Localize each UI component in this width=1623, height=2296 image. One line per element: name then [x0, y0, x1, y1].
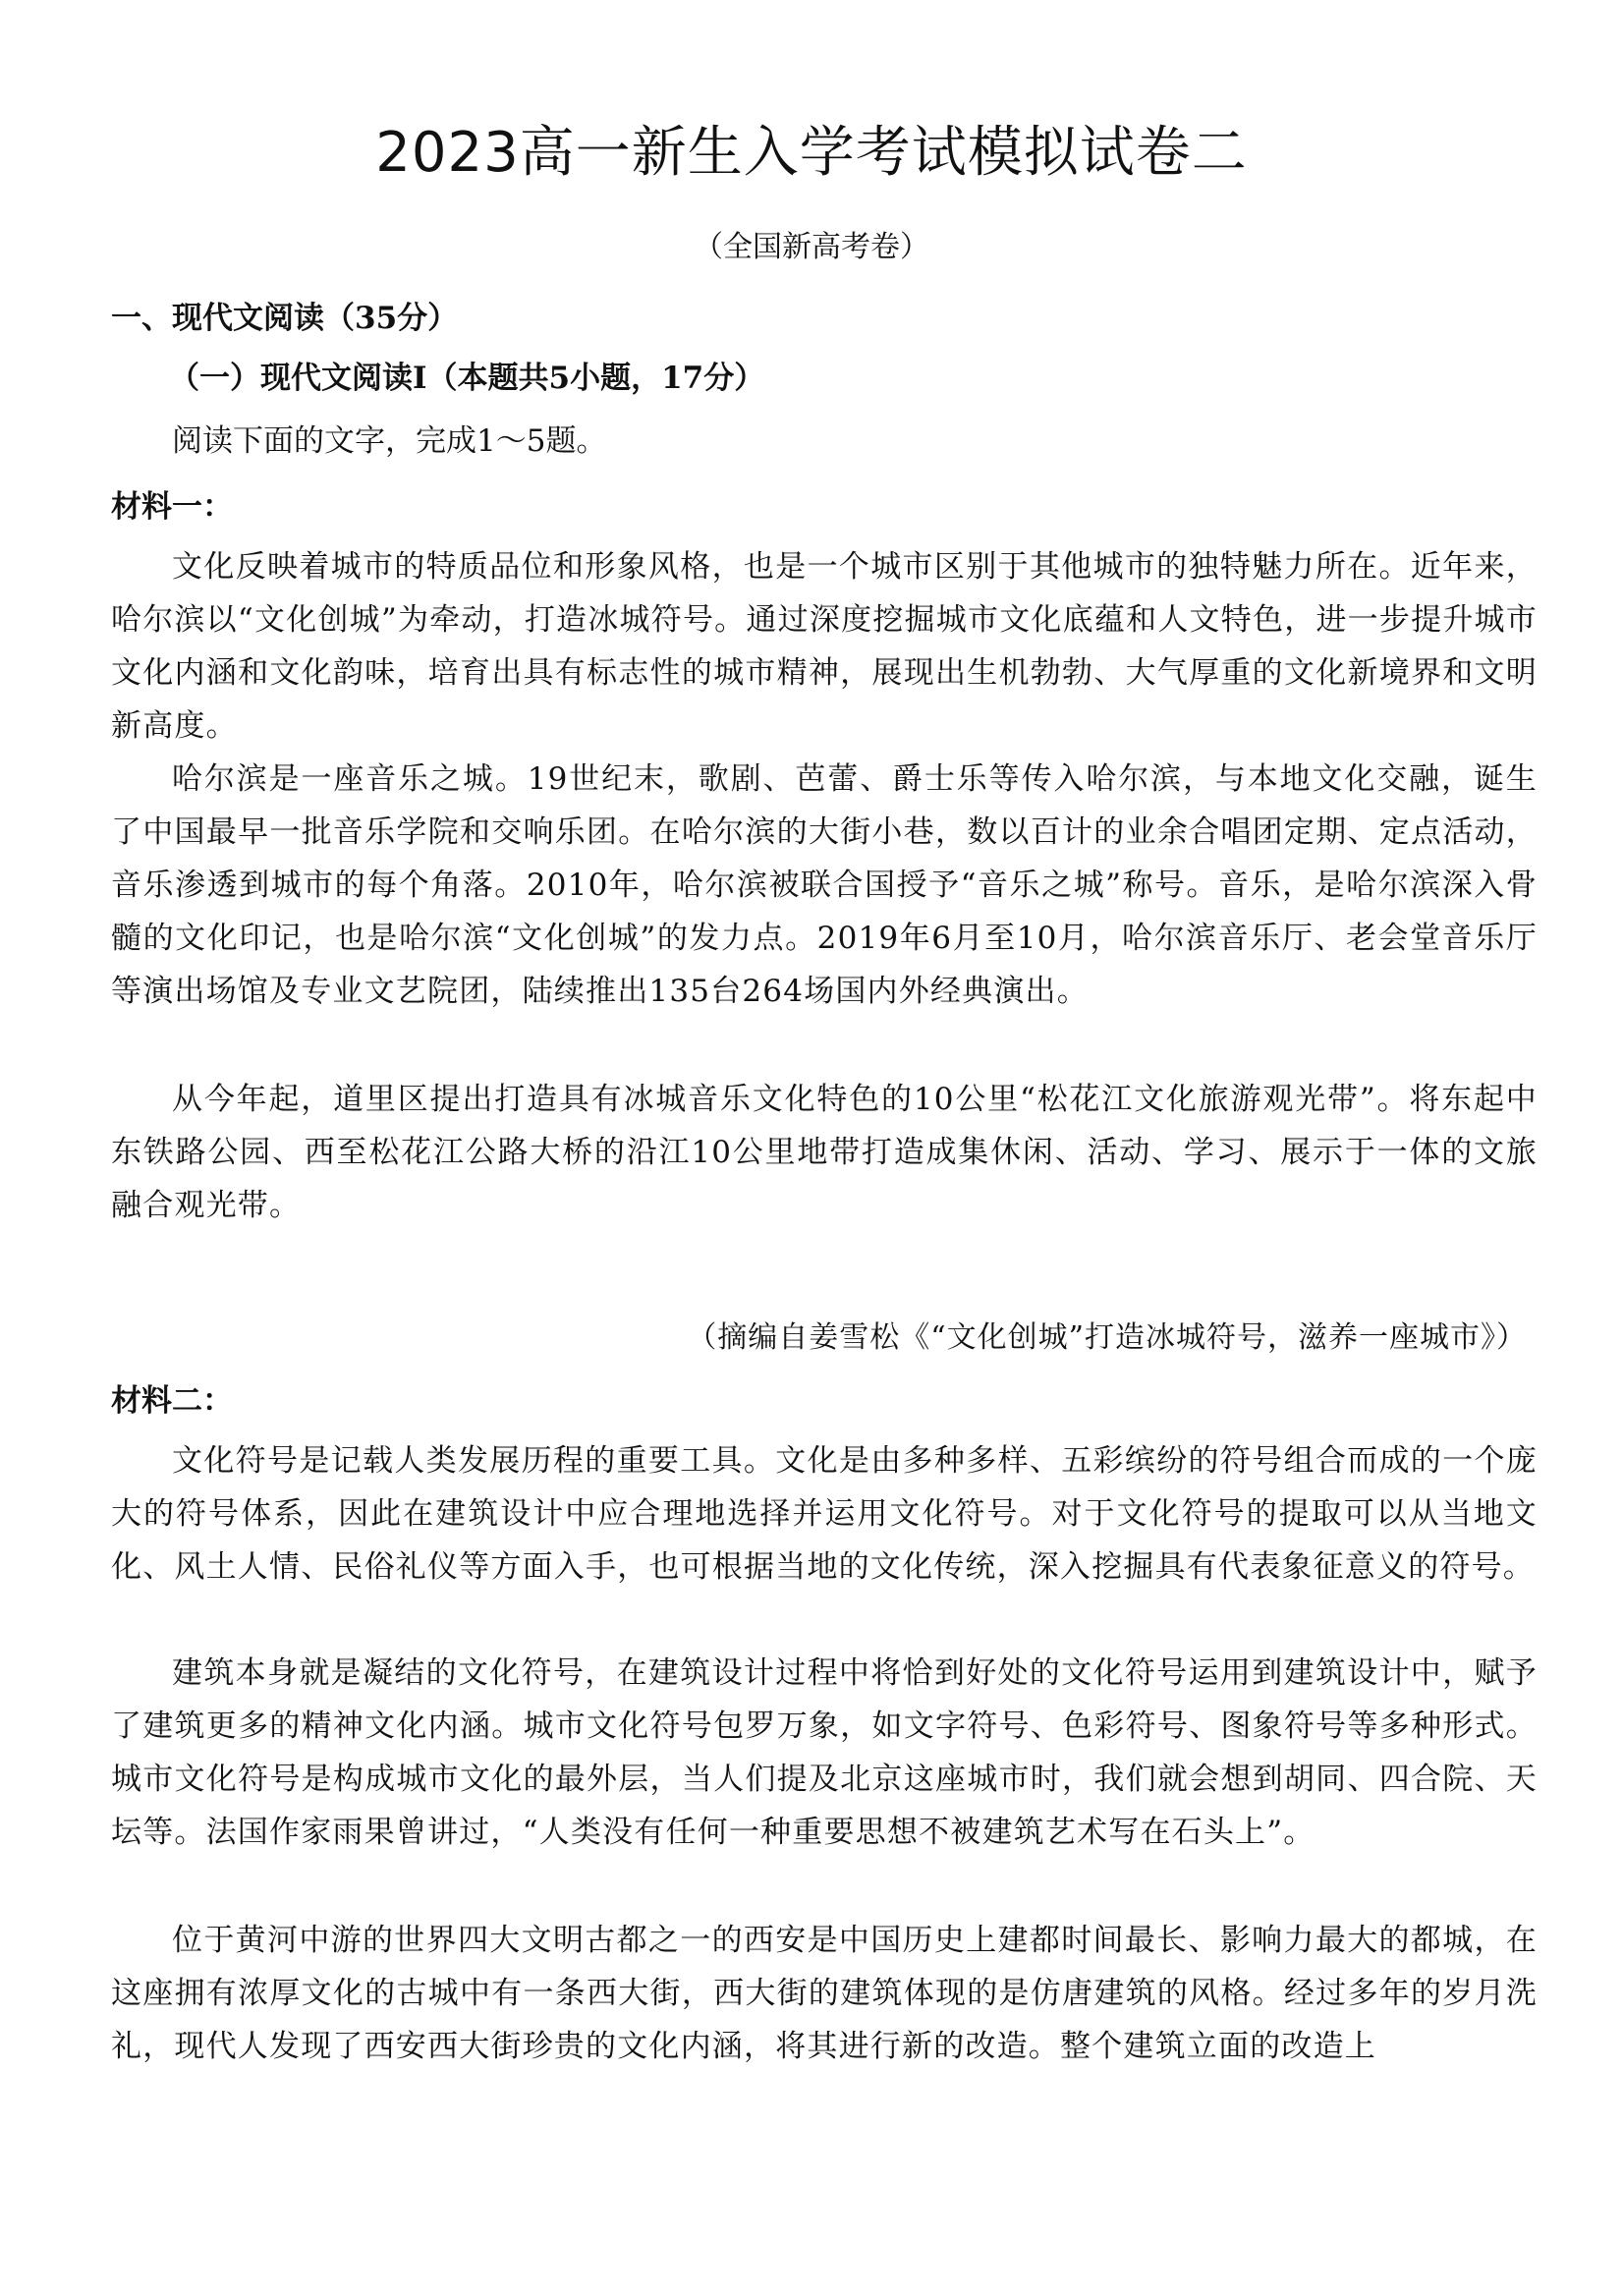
- exam-title: 2023高一新生入学考试模拟试卷二: [375, 121, 1248, 185]
- material-two-label: 材料二：: [111, 1383, 233, 1419]
- section-heading: 一、现代文阅读（35分）: [111, 301, 459, 336]
- material-one-source: （摘编自姜雪松《“文化创城”打造冰城符号，滋养一座城市》）: [687, 1320, 1527, 1355]
- material-one-label: 材料一：: [111, 489, 233, 525]
- material-one-paragraph: 从今年起，道里区提出打造具有冰城音乐文化特色的10公里“松花江文化旅游观光带”。将东起中东铁路公园、西至松花江公路大桥的沿江10公里地带打造成集休闲、活动、学习、展示于一体的文旅融合观光带。: [111, 1082, 1538, 1223]
- material-two-paragraph: 文化符号是记载人类发展历程的重要工具。文化是由多种多样、五彩缤纷的符号组合而成的一个庞大的符号体系，因此在建筑设计中应合理地选择并运用文化符号。对于文化符号的提取可以从当地文化、风土人情、民俗礼仪等方面入手，也可根据当地的文化传统，深入挖掘具有代表象征意义的符号。: [111, 1443, 1538, 1585]
- instruction-text: 阅读下面的文字，完成1～5题。: [172, 423, 607, 459]
- material-one-paragraph: 文化反映着城市的特质品位和形象风格，也是一个城市区别于其他城市的独特魅力所在。近年来，哈尔滨以“文化创城”为牵动，打造冰城符号。通过深度挖掘城市文化底蕴和人文特色，进一步提升城市文化内涵和文化韵味，培育出具有标志性的城市精神，展现出生机勃勃、大气厚重的文化新境界和文明新高度。: [111, 549, 1538, 744]
- material-two-paragraph: 建筑本身就是凝结的文化符号，在建筑设计过程中将恰到好处的文化符号运用到建筑设计中，赋予了建筑更多的精神文化内涵。城市文化符号包罗万象，如文字符号、色彩符号、图象符号等多种形式。城市文化符号是构成城市文化的最外层，当人们提及北京这座城市时，我们就会想到胡同、四合院、天坛等。法国作家雨果曾讲过，“人类没有任何一种重要思想不被建筑艺术写在石头上”。: [111, 1655, 1538, 1850]
- exam-subtitle: （全国新高考卷）: [694, 230, 929, 264]
- subsection-heading: （一）现代文阅读Ⅰ（本题共5小题，17分）: [169, 361, 765, 396]
- material-two-paragraph: 位于黄河中游的世界四大文明古都之一的西安是中国历史上建都时间最长、影响力最大的都城，在这座拥有浓厚文化的古城中有一条西大街，西大街的建筑体现的是仿唐建筑的风格。经过多年的岁月洗礼，现代人发现了西安西大街珍贵的文化内涵，将其进行新的改造。整个建筑立面的改造上: [111, 1923, 1538, 2064]
- material-one-paragraph: 哈尔滨是一座音乐之城。19世纪末，歌剧、芭蕾、爵士乐等传入哈尔滨，与本地文化交融，诞生了中国最早一批音乐学院和交响乐团。在哈尔滨的大街小巷，数以百计的业余合唱团定期、定点活动，音乐渗透到城市的每个角落。2010年，哈尔滨被联合国授予“音乐之城”称号。音乐，是哈尔滨深入骨髓的文化印记，也是哈尔滨“文化创城”的发力点。2019年6月至10月，哈尔滨音乐厅、老会堂音乐厅等演出场馆及专业文艺院团，陆续推出135台264场国内外经典演出。: [111, 761, 1538, 1009]
